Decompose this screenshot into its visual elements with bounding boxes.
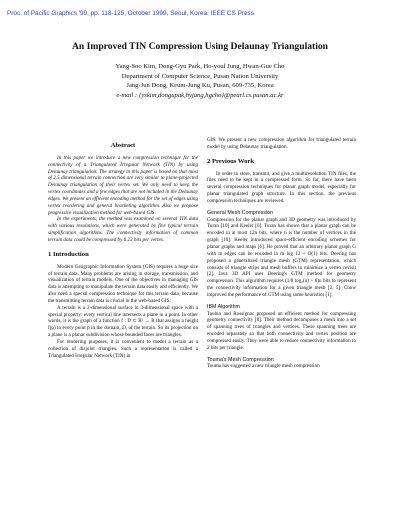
body-paragraph: Compression for the planar graph and 3D geometry was introduced by Turan [10] and Keeler [6]. Turan has shown that a planar graph can be encoded in at most 12n bits, where n is the number of vertices in the graph [10]. Keeler introduced space-efficient encoding schemes for planar graphs and maps [6]. He proved that an arbitrary planar graph G with m edges can be encoded in m log 12 + O(1) bits. Deering has proposed a generalized triangle mesh (GTM) representation, which consists of triangle strips and mesh buffers to minimize a vertex revisit [2]. Java 3D API uses Deering's GTM method for geometry compression. This algorithm requires (1/8 log₂(n) + 8)n bits to represent the connectivity information for a given triangle mesh [2, 5]. Chow improved the performance of GTM using some heuristics [1]. [207, 216, 356, 298]
paper-title: An Improved TIN Compression Using Delaunay Triangulation [71, 41, 329, 52]
affiliation: Department of Computer Science, Pusan Nation University [121, 72, 279, 80]
email: e-mail : {yskim,dongupak,hyjung,hgcho}@pearl.cs.pusan.ac.kr [116, 91, 284, 99]
abstract-paragraph: In the experiments, the method was examined on several TIN data with various resolutions, which were generated by five typical terrain simplification algorithms. The connectivity information of common terrain data could be compressed by 0.23 bits per vertex. [48, 216, 198, 243]
proceedings-header: Proc. of Pacific Graphics '99, pp. 118-125, October 1999, Seoul, Korea. IEEE CS Press. [7, 10, 256, 17]
body-paragraph: Taubin and Rossignac proposed an efficient method for compressing geometry connectivity [8]. Their method decomposes a mesh into a set of spanning trees of triangles and vertices. These spanning trees are encoded separately so that both connectivity and vertex position are compressed easily. They were able to reduce connectivity information to 2 bits per triangle. [207, 310, 356, 351]
subsection-heading: Touma's Mesh Compression [207, 356, 274, 363]
authors: Yang-Soo Kim, Dong-Gyu Park, Ho-youl Jung, Hwan-Gue Cho [115, 63, 285, 70]
body-paragraph: GIS. We present a new compression algorithm for triangulated terrain model by using Delaunay triangulation. [207, 137, 356, 150]
subsection-heading: IBM Algorithm [207, 303, 240, 310]
subsection-heading: General Mesh Compression [207, 209, 273, 216]
body-paragraph: A terrain is a 2-dimensional surface in 3-dimensional space with a special property: every vertical line intersects a plane in a point. In other words, it is the graph of a function f : D ⊂ R² → R that assigns a height f(p) to every point p in the domain, D, of the terrain. So its projection on a plane is a planar subdivision whose bounded faces are triangles. [48, 304, 198, 339]
section-heading-introduction: 1 Introduction [48, 250, 89, 258]
right-column [207, 137, 356, 370]
body-paragraph: Touma has suggested a new triangle mesh compression [207, 363, 320, 370]
body-paragraph: For rendering purposes, it is convenient to model a terrain as a collection of disjoint triangles. Such a representation is called a Triangulated Irregular Network (TIN) in [48, 338, 198, 359]
abstract-heading: Abstract [110, 142, 136, 149]
body-paragraph: Modern Geographic Information System (GIS) requires a huge size of terrain data. Many problems are arising in storage, transmission, and visualization of terrain models. One of the objectives in managing GIS data is attempting to manipulate the terrain data easily and efficiently. We also need a special compression technique for this terrain data, because the transmitting terrain data is crucial in the web-based GIS. [48, 263, 198, 304]
body-paragraph: In order to store, transmit, and give a multiresolution TIN files, the files need to be kept in a compressed form. So far, there have been several compression techniques for planar graph model, especially for planar triangulated graph structure. In this section, the previous compression techniques are reviewed. [207, 170, 356, 204]
address: Jang-Jun Dong, Keum-Jung Ku, Pusan, 609-735, Korea [126, 82, 274, 90]
abstract-paragraph: In this paper we introduce a new compression technique for the connectivity of a Triangulated Irregular Network (TIN) by using Delaunay triangulation. The strategy in this paper is based on that most of 2.5 dimensional terrain connection are very similar to plane-projected Delaunay triangulation of their vertex set. We only need to keep the vertex coordinates and a few edges that are not included in the Delaunay edges. We present an efficient encoding method for the set of edges using vertex reordering and general bracketing algorithm. Also we propose progressive visualization method for web-based GIS. [48, 154, 198, 216]
abstract [48, 143, 198, 244]
section-heading-previous-work: 2 Previous Work [207, 157, 255, 165]
left-column [48, 143, 198, 359]
author-block [0, 62, 400, 100]
